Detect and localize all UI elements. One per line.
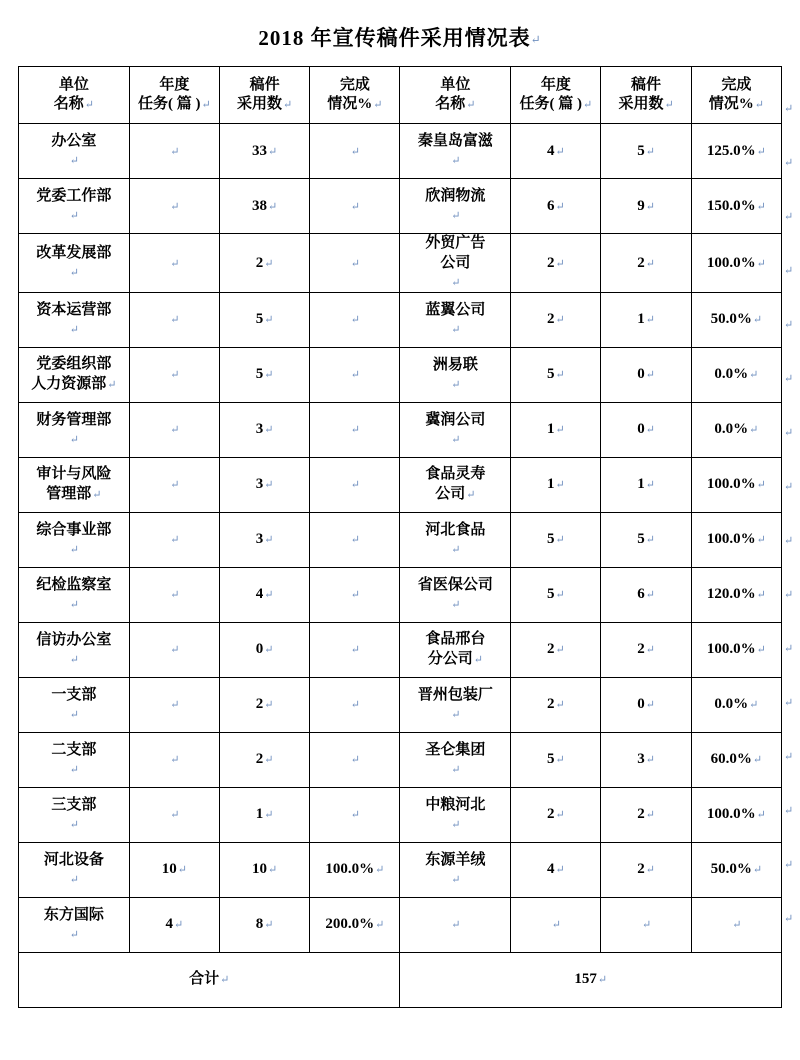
cell-pct-right: 100.0%↵ [691, 622, 781, 677]
cell-pct-left: ↵ [310, 567, 400, 622]
column-header-count-left [219, 67, 309, 124]
cell-unit-left: 财务管理部 ↵ [19, 402, 130, 457]
cell-pct-right: 60.0%↵ [691, 732, 781, 787]
cell-unit-right: 蓝翼公司 ↵ [400, 292, 511, 347]
page-title [0, 22, 800, 52]
cell-count-right: 2↵ [601, 234, 691, 293]
cell-count-right: 0↵ [601, 677, 691, 732]
cell-count-left: 33↵ [219, 124, 309, 179]
cell-pct-right: 0.0%↵ [691, 402, 781, 457]
cell-pct-left: ↵ [310, 787, 400, 842]
cell-pct-right: 150.0%↵ [691, 179, 781, 234]
margin-mark: ↵ [784, 319, 794, 331]
margin-mark: ↵ [784, 427, 794, 439]
cell-unit-left: 信访办公室 ↵ [19, 622, 130, 677]
cell-count-left: 5↵ [219, 347, 309, 402]
cell-pct-left: ↵ [310, 124, 400, 179]
cell-task-left: ↵ [129, 179, 219, 234]
header-line-1: 稿件 [249, 76, 280, 93]
column-header-pct-left [310, 67, 400, 124]
cell-count-left: 2↵ [219, 234, 309, 293]
cell-unit-right: 外贸广告 公司 ↵ [400, 234, 511, 293]
cell-task-right: 2↵ [511, 677, 601, 732]
table-row [19, 234, 782, 293]
table-body [19, 124, 782, 1008]
column-header-count-right [601, 67, 691, 124]
cell-unit-left: 办公室 ↵ [19, 124, 130, 179]
cell-pct-right: 120.0%↵ [691, 567, 781, 622]
cell-unit-right: 食品邢台 分公司↵ [400, 622, 511, 677]
cell-count-left: 38↵ [219, 179, 309, 234]
margin-mark: ↵ [784, 103, 794, 115]
cell-task-right: 2↵ [511, 234, 601, 293]
cell-count-left: 8↵ [219, 897, 309, 952]
cell-count-right: 0↵ [601, 402, 691, 457]
column-header-task-right [511, 67, 601, 124]
cell-pct-left: ↵ [310, 732, 400, 787]
cell-unit-right: 中粮河北 ↵ [400, 787, 511, 842]
cell-unit-right: 圣仑集团 ↵ [400, 732, 511, 787]
cell-unit-left: 河北设备 ↵ [19, 842, 130, 897]
total-label-cell: 合计↵ [19, 952, 400, 1007]
table-row [19, 787, 782, 842]
cell-task-right: 2↵ [511, 292, 601, 347]
cell-pct-right: 50.0%↵ [691, 292, 781, 347]
column-header-task-left [129, 67, 219, 124]
cell-task-left: ↵ [129, 787, 219, 842]
margin-mark: ↵ [784, 157, 794, 169]
cell-count-right: 5↵ [601, 124, 691, 179]
cell-count-left: 2↵ [219, 732, 309, 787]
cell-unit-right: 食品灵寿 公司↵ [400, 457, 511, 512]
cell-count-left: 1↵ [219, 787, 309, 842]
cell-pct-right: ↵ [691, 897, 781, 952]
margin-mark: ↵ [784, 913, 794, 925]
table-row [19, 179, 782, 234]
margin-mark: ↵ [784, 535, 794, 547]
cell-unit-right: 晋州包装厂 ↵ [400, 677, 511, 732]
cell-count-right: 2↵ [601, 787, 691, 842]
cell-pct-right: 125.0%↵ [691, 124, 781, 179]
table-row [19, 897, 782, 952]
document-page [0, 22, 800, 1060]
column-header-unit-right [400, 67, 511, 124]
cell-unit-left: 党委组织部 人力资源部↵ [19, 347, 130, 402]
table-row [19, 512, 782, 567]
cell-unit-left: 东方国际 ↵ [19, 897, 130, 952]
cell-count-right: 5↵ [601, 512, 691, 567]
table-row [19, 622, 782, 677]
cell-count-left: 4↵ [219, 567, 309, 622]
margin-mark: ↵ [784, 265, 794, 277]
cell-unit-left: 综合事业部 ↵ [19, 512, 130, 567]
cell-count-left: 10↵ [219, 842, 309, 897]
cell-count-right: 3↵ [601, 732, 691, 787]
margin-mark: ↵ [784, 589, 794, 601]
header-line-1: 单位 [440, 76, 471, 93]
margin-mark: ↵ [784, 697, 794, 709]
cell-task-right: 5↵ [511, 567, 601, 622]
cell-task-left: 4↵ [129, 897, 219, 952]
table-row [19, 402, 782, 457]
cell-pct-left: 100.0%↵ [310, 842, 400, 897]
header-line-2: 情况%↵ [708, 96, 764, 112]
paragraph-mark-icon: ↵ [530, 32, 542, 47]
cell-pct-right: 0.0%↵ [691, 347, 781, 402]
cell-unit-right: 秦皇岛富滋 ↵ [400, 124, 511, 179]
table-total-row [19, 952, 782, 1007]
cell-pct-left: ↵ [310, 179, 400, 234]
cell-pct-left: 200.0%↵ [310, 897, 400, 952]
cell-unit-left: 党委工作部 ↵ [19, 179, 130, 234]
cell-task-left: 10↵ [129, 842, 219, 897]
header-line-1: 年度 [159, 76, 190, 93]
cell-task-right: ↵ [511, 897, 601, 952]
header-line-1: 完成 [339, 76, 370, 93]
cell-unit-right: ↵ [400, 897, 511, 952]
cell-count-left: 3↵ [219, 457, 309, 512]
cell-task-left: ↵ [129, 512, 219, 567]
cell-pct-left: ↵ [310, 347, 400, 402]
cell-unit-left: 改革发展部 ↵ [19, 234, 130, 293]
cell-task-right: 6↵ [511, 179, 601, 234]
cell-task-right: 5↵ [511, 512, 601, 567]
cell-task-left: ↵ [129, 347, 219, 402]
header-line-1: 年度 [540, 76, 571, 93]
cell-unit-right: 欣润物流 ↵ [400, 179, 511, 234]
cell-task-left: ↵ [129, 402, 219, 457]
cell-count-right: ↵ [601, 897, 691, 952]
cell-pct-left: ↵ [310, 622, 400, 677]
cell-unit-right: 洲易联 ↵ [400, 347, 511, 402]
cell-count-left: 3↵ [219, 512, 309, 567]
total-value-cell: 157↵ [400, 952, 782, 1007]
cell-task-right: 5↵ [511, 347, 601, 402]
cell-pct-left: ↵ [310, 292, 400, 347]
header-line-1: 稿件 [631, 76, 662, 93]
margin-mark: ↵ [784, 211, 794, 223]
margin-mark: ↵ [784, 643, 794, 655]
cell-task-right: 2↵ [511, 787, 601, 842]
table-row [19, 124, 782, 179]
cell-task-left: ↵ [129, 292, 219, 347]
header-line-2: 名称↵ [53, 96, 94, 112]
header-line-2: 采用数↵ [618, 96, 674, 112]
cell-task-left: ↵ [129, 677, 219, 732]
header-line-2: 任务( 篇 )↵ [138, 96, 211, 112]
header-line-2: 任务( 篇 )↵ [519, 96, 593, 112]
cell-unit-left: 审计与风险 管理部↵ [19, 457, 130, 512]
cell-task-right: 1↵ [511, 457, 601, 512]
cell-task-right: 2↵ [511, 622, 601, 677]
margin-mark: ↵ [784, 805, 794, 817]
cell-count-right: 1↵ [601, 457, 691, 512]
cell-pct-left: ↵ [310, 512, 400, 567]
cell-unit-right: 省医保公司 ↵ [400, 567, 511, 622]
table-row [19, 347, 782, 402]
cell-task-right: 1↵ [511, 402, 601, 457]
cell-count-right: 2↵ [601, 842, 691, 897]
cell-unit-right: 河北食品 ↵ [400, 512, 511, 567]
cell-task-right: 4↵ [511, 842, 601, 897]
table-row [19, 292, 782, 347]
cell-count-left: 0↵ [219, 622, 309, 677]
cell-pct-right: 0.0%↵ [691, 677, 781, 732]
margin-mark: ↵ [784, 751, 794, 763]
column-header-unit-left [19, 67, 130, 124]
header-line-2: 情况%↵ [327, 96, 383, 112]
cell-task-left: ↵ [129, 732, 219, 787]
cell-task-left: ↵ [129, 622, 219, 677]
column-header-pct-right [691, 67, 781, 124]
cell-pct-right: 100.0%↵ [691, 787, 781, 842]
cell-task-right: 4↵ [511, 124, 601, 179]
table-row [19, 677, 782, 732]
report-table-container [18, 66, 782, 1008]
table-header [19, 67, 782, 124]
page-title-text: 2018 年宣传稿件采用情况表 [258, 26, 531, 50]
cell-unit-right: 东源羊绒 ↵ [400, 842, 511, 897]
cell-pct-left: ↵ [310, 402, 400, 457]
cell-pct-left: ↵ [310, 234, 400, 293]
margin-paragraph-marks [784, 82, 796, 946]
cell-count-left: 3↵ [219, 402, 309, 457]
cell-task-right: 5↵ [511, 732, 601, 787]
header-line-1: 单位 [58, 76, 89, 93]
cell-count-left: 2↵ [219, 677, 309, 732]
cell-task-left: ↵ [129, 234, 219, 293]
table-row [19, 567, 782, 622]
table-row [19, 732, 782, 787]
margin-mark: ↵ [784, 481, 794, 493]
cell-task-left: ↵ [129, 124, 219, 179]
cell-pct-right: 100.0%↵ [691, 234, 781, 293]
cell-pct-right: 100.0%↵ [691, 512, 781, 567]
table-row [19, 842, 782, 897]
cell-unit-left: 二支部 ↵ [19, 732, 130, 787]
cell-count-right: 0↵ [601, 347, 691, 402]
table-row [19, 457, 782, 512]
cell-task-left: ↵ [129, 457, 219, 512]
header-line-2: 采用数↵ [236, 96, 293, 112]
cell-unit-left: 一支部 ↵ [19, 677, 130, 732]
cell-unit-right: 冀润公司 ↵ [400, 402, 511, 457]
cell-pct-right: 50.0%↵ [691, 842, 781, 897]
cell-count-left: 5↵ [219, 292, 309, 347]
cell-count-right: 9↵ [601, 179, 691, 234]
header-line-2: 名称↵ [435, 96, 476, 112]
cell-pct-left: ↵ [310, 677, 400, 732]
margin-mark: ↵ [784, 373, 794, 385]
cell-pct-left: ↵ [310, 457, 400, 512]
cell-count-right: 6↵ [601, 567, 691, 622]
cell-count-right: 1↵ [601, 292, 691, 347]
cell-task-left: ↵ [129, 567, 219, 622]
cell-unit-left: 纪检监察室 ↵ [19, 567, 130, 622]
cell-count-right: 2↵ [601, 622, 691, 677]
cell-unit-left: 资本运营部 ↵ [19, 292, 130, 347]
table-header-row [19, 67, 782, 124]
cell-pct-right: 100.0%↵ [691, 457, 781, 512]
report-table [18, 66, 782, 1008]
margin-mark: ↵ [784, 859, 794, 871]
header-line-1: 完成 [721, 76, 752, 93]
cell-unit-left: 三支部 ↵ [19, 787, 130, 842]
